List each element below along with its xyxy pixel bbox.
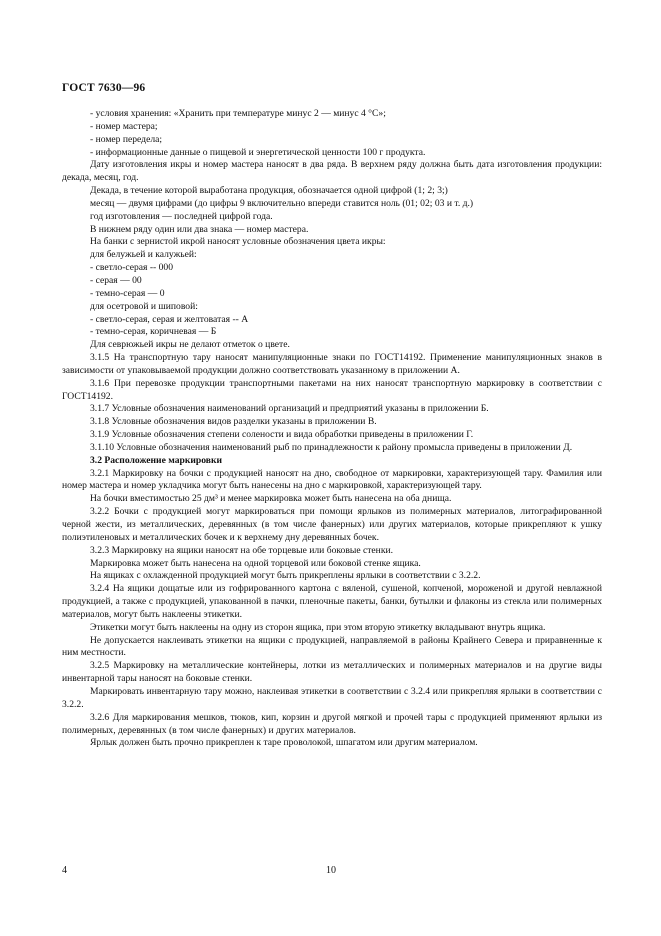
clause: 3.1.5 На транспортную тару наносят манипуляционные знаки по ГОСТ14192. Применение манипуляционных знаков в зависимости от упаковываемой продукции должно соответствовать указанному в приложении А. — [62, 352, 602, 376]
clause: 3.1.7 Условные обозначения наименований организаций и предприятий указаны в приложении Б. — [90, 403, 489, 415]
clause: 3.1.10 Условные обозначения наименований рыб по принадлежности к району промысла приведены в приложении Д. — [90, 441, 573, 453]
paragraph: месяц — двумя цифрами (до цифры 9 включительно впереди ставится ноль (01; 02; 03 и т. д.) — [90, 197, 474, 209]
paragraph: Ярлык должен быть прочно прикреплен к таре проволокой, шпагатом или другим материалом. — [90, 737, 478, 749]
paragraph: Для севрюжьей икры не делают отметок о цвете. — [90, 339, 290, 351]
section-heading — [62, 455, 602, 468]
clause: 3.2.5 Маркировку на металлические контейнеры, лотки из металлических и полимерных материалов и на другие виды инвентарной тары наносят на боковые стенки. — [62, 660, 602, 685]
clause: 3.2.2 Бочки с продукцией могут маркироваться при помощи ярлыков из полимерных материалов, литографированной черной жести, из металлических, деревянных (в том числе фанерных) или других материалов, которые прикрепляют к ушку полиэтиленовых и металлических бочек и к верхнему дну деревянных бочек. — [62, 506, 602, 543]
paragraph: Декада, в течение которой выработана продукция, обозначается одной цифрой (1; 2; 3;) — [90, 185, 448, 197]
paragraph: год изготовления — последней цифрой года. — [90, 210, 273, 222]
paragraph: Не допускается наклеивать этикетки на ящики с продукцией, направляемой в районы Крайнего Севера и приравненные к ним местности. — [62, 634, 602, 659]
paragraph: Маркировка может быть нанесена на одной торцевой или боковой стенке ящика. — [90, 557, 421, 569]
clause: 3.2.6 Для маркирования мешков, тюков, кип, корзин и другой мягкой и прочей тары с продукцией применяют ярлыки из полимерных, деревянных (в том числе фанерных) и других материалов. — [62, 711, 602, 736]
clause: 3.2.4 На ящики дощатые или из гофрированного картона с вяленой, сушеной, копченой, мороженой и другой невлажной продукцией, а также с продукцией, упакованной в пачки, пленочные пакеты, банки, бутылки и флаконы из стекла или полимерных материалов, могут быть наклеены этикетки. — [62, 583, 602, 620]
paragraph: На банки с зернистой икрой наносят условные обозначения цвета икры: — [90, 236, 386, 248]
list-item: - серая — 00 — [90, 274, 142, 286]
paragraph: Дату изготовления икры и номер мастера наносят в два ряда. В верхнем ряду должна быть дата изготовления продукции: декада, месяц, год. — [62, 159, 602, 184]
paragraph: Этикетки могут быть наклеены на одну из сторон ящика, при этом вторую этикетку вкладывают внутрь ящика. — [90, 621, 546, 633]
list-item: - светло-серая, серая и желтоватая -- А — [90, 313, 249, 325]
clause: 3.1.8 Условные обозначения видов разделки указаны в приложении В. — [90, 416, 377, 428]
document-header: ГОСТ 7630—96 — [62, 82, 146, 94]
clause: 3.1.6 При перевозке продукции транспортными пакетами на них наносят транспортную маркировку в соответствии с ГОСТ14192. — [62, 377, 602, 402]
paragraph: Маркировать инвентарную тару можно, наклеивая этикетки в соответствии с 3.2.4 или прикрепляя ярлыки в соответствии с 3.2.2. — [62, 685, 602, 710]
document-body — [62, 108, 602, 750]
paragraph: На ящиках с охлажденной продукцией могут быть прикреплены ярлыки в соответствии с 3.2.2. — [90, 570, 481, 582]
paragraph: В нижнем ряду один или два знака — номер мастера. — [90, 223, 309, 235]
paragraph: На бочки вместимостью 25 дм³ и менее маркировка может быть нанесена на оба днища. — [90, 493, 452, 505]
paragraph: для осетровой и шиповой: — [90, 300, 198, 312]
clause: 3.1.9 Условные обозначения степени солености и вида обработки приведены в приложении Г. — [90, 429, 474, 441]
page-number-center: 10 — [326, 865, 336, 876]
list-item: - темно-серая, коричневая — Б — [90, 326, 217, 338]
paragraph: для белужьей и калужьей: — [90, 249, 197, 261]
clause: 3.2.3 Маркировку на ящики наносят на обе торцевые или боковые стенки. — [90, 544, 394, 556]
section-heading-text: 3.2 Расположение маркировки — [90, 454, 223, 466]
list-item: - номер мастера; — [90, 120, 158, 132]
clause: 3.2.1 Маркировку на бочки с продукцией наносят на дно, свободное от маркировки, характеризующей тару. Фамилия или номер мастера и номер укладчика могут быть нанесены на дно с маркировкой, характеризующей тару. — [62, 467, 602, 492]
list-item: - темно-серая — 0 — [90, 287, 165, 299]
list-item: - информационные данные о пищевой и энергетической ценности 100 г продукта. — [90, 146, 426, 158]
list-item: - условия хранения: «Хранить при температуре минус 2 — минус 4 °С»; — [90, 108, 386, 119]
list-item: - светло-серая -- 000 — [90, 262, 173, 274]
page-number-left: 4 — [62, 865, 67, 876]
list-item: - номер передела; — [90, 133, 163, 145]
